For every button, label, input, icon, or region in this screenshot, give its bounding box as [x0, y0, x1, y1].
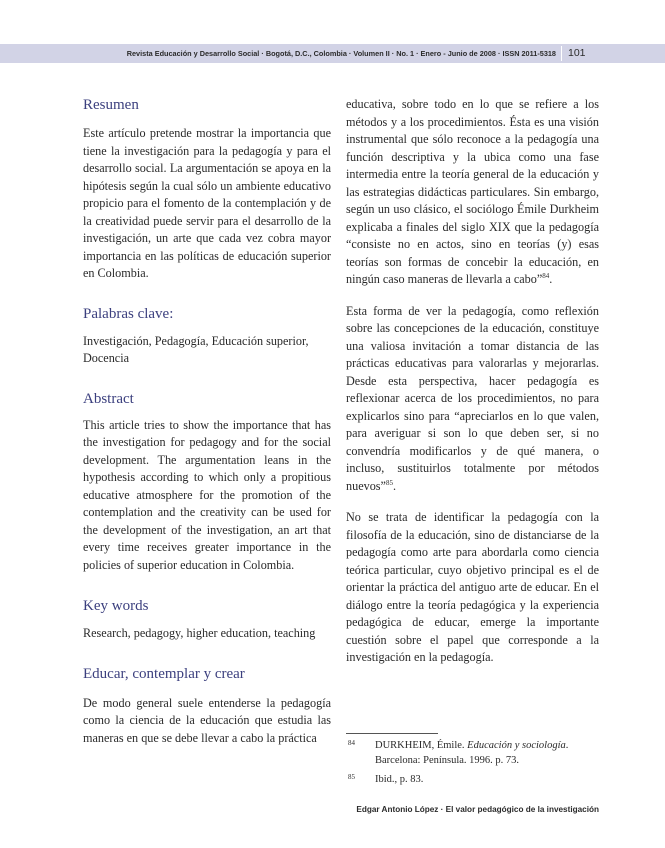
footnote-details: . Barcelona: Península. 1996. p. 73. — [375, 740, 569, 766]
resumen-text: Este artículo pretende mostrar la importancia que tiene la investigación para la pedagogía y para el desarrollo social. La argumentación se apoya en la hipótesis según la cual sólo un ambiente educativo propicio para el fomento de la contemplación y de la creatividad puede servir para el desarrollo de la investigación, un arte que cada vez cobra mayor importancia en las políticas de educación superior en Colombia. — [83, 126, 331, 280]
body-paragraph-1 — [346, 96, 599, 289]
footnote-ref-84[interactable]: 84 — [542, 271, 550, 280]
left-column — [83, 95, 331, 747]
section-intro-text: De modo general suele entenderse la pedagogía como la ciencia de la educación que estudia las maneras en que se debe llevar a cabo la práctica — [83, 695, 331, 745]
body-paragraph-2-text: Esta forma de ver la pedagogía, como reflexión sobre las concepciones de la educación, constituye una valiosa invitación a tomar distancia de las prácticas educativas para valorarlas y mejorarlas. Desde esta perspectiva, hacer pedagogía es reflexionar acerca de los procedimientos, no para explicarlos sino para “apreciarlos en lo que valen, para averiguar si son lo que deben ser, si no convendría modificarlos y de qué manera, o incluso, sustituirlos totalmente por métodos nuevos” — [346, 303, 599, 493]
body-paragraph-1-end: . — [549, 272, 553, 286]
running-footer: Edgar Antonio López · El valor pedagógico de la investigación — [356, 805, 599, 814]
keywords-text: Research, pedagogy, higher education, teaching — [83, 626, 316, 640]
journal-header: Revista Educación y Desarrollo Social · Bogotá, D.C., Colombia · Volumen II · No. 1 · Enero - Junio de 2008 · ISSN 2011-5318 — [126, 49, 556, 58]
header-divider — [561, 46, 562, 61]
footnote-84 — [346, 738, 599, 768]
page-number: 101 — [568, 47, 586, 59]
footnote-number: 84 — [348, 739, 355, 747]
body-paragraph-3: No se trata de identificar la pedagogía con la filosofía de la educación, sino de distanciarse de la pedagogía como arte para abordarla como ciencia teórica particular, cuyo objetivo principal es el de orientar la práctica del antiguo arte de educar. En el diálogo entre la teoría pedagógica y la experiencia pedagógica de educar, emerge la importante cuestión sobre el papel que corresponde a la investigación en la pedagogía. — [346, 510, 599, 664]
footnotes — [346, 738, 599, 791]
keywords-heading: Key words — [83, 598, 149, 614]
section-heading: Educar, contemplar y crear — [83, 665, 245, 682]
palabras-clave-heading: Palabras clave: — [83, 305, 174, 322]
footnote-85 — [346, 772, 599, 787]
right-column — [346, 96, 599, 667]
body-paragraph-2-end: . — [392, 478, 396, 493]
footnote-number: 85 — [348, 773, 355, 781]
resumen-heading: Resumen — [83, 97, 139, 113]
footnote-text: Ibid., p. 83. — [375, 774, 424, 785]
abstract-heading: Abstract — [83, 390, 134, 407]
body-paragraph-2 — [346, 303, 599, 496]
body-paragraph-1-text: educativa, sobre todo en lo que se refiere a los métodos y a los procedimientos. Ésta es una visión instrumental que sólo reconoce a la pedagogía una función descriptiva y la ubica como una fase intermedia entre la teoría general de la educación y las estrategias didácticas particulares. Sin embargo, según un uso clásico, el sociólogo Émile Durkheim explicaba a finales del siglo XIX que la pedagogía “consiste no en actos, sino en teorías (y) esas teorías son formas de concebir la educación, en ningún caso maneras de llevarla a cabo” — [346, 97, 599, 286]
footnote-title: Educación y sociología — [467, 740, 566, 751]
footnote-rule — [346, 733, 438, 734]
footnote-author: DURKHEIM, Émile. — [375, 740, 468, 751]
palabras-clave-text: Investigación, Pedagogía, Educación superior, Docencia — [83, 333, 309, 365]
footnote-ref-85[interactable]: 85 — [385, 478, 393, 487]
abstract-text: This article tries to show the importance that has the investigation for pedagogy and for the social development. The argumentation leans in the hypothesis according to which only a propitious educative atmosphere for the promotion of the contemplation and the creativity can be used for the development of the investigation, an art that every time receives greater importance in the policies of superior education in Colombia. — [83, 417, 331, 572]
